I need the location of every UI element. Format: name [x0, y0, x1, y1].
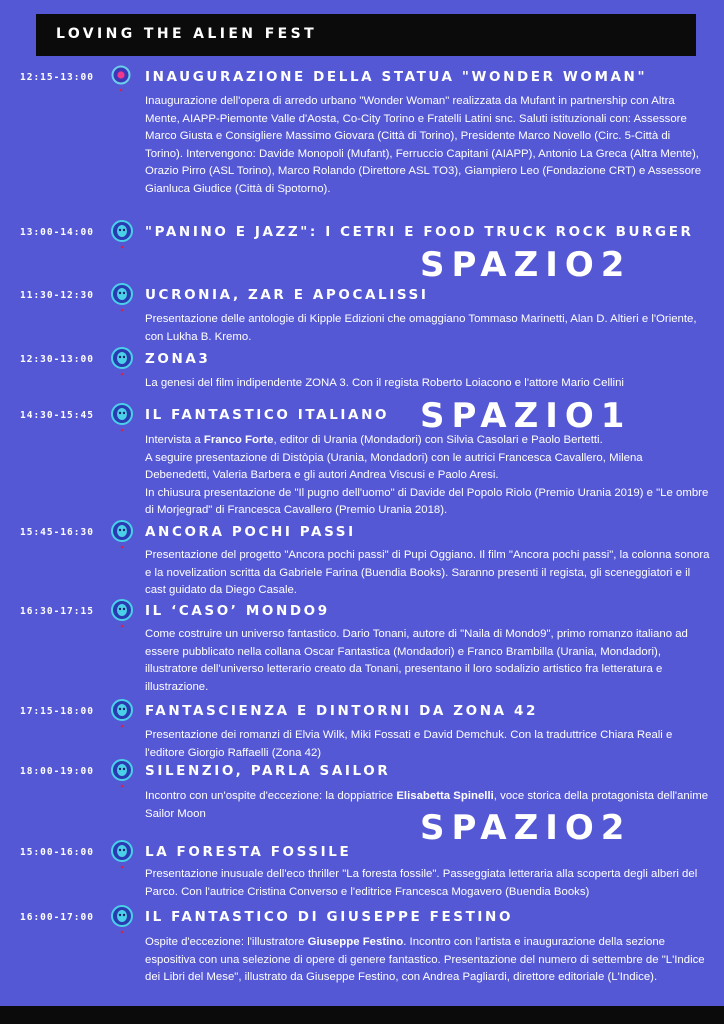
event-description: La genesi del film indipendente ZONA 3. Con il regista Roberto Loiacono e l'attore Mario Cellini — [145, 377, 624, 389]
event-title: IL ‘CASO’ MONDO9 — [145, 603, 330, 619]
event-time: 13:00-14:00 — [20, 227, 94, 238]
event-title: SILENZIO, PARLA SAILOR — [145, 763, 391, 779]
desc-text: A seguire presentazione di Distòpia (Urania, Mondadori) con le autrici Francesca Cavallero, Milena Debenedetti, Valeria Barbera e gli autori Andrea Viscusi e Paolo Aresi. — [145, 451, 643, 482]
alien-icon — [110, 698, 136, 730]
venue-label: SPAZIO2 — [420, 808, 632, 848]
event-time: 16:00-17:00 — [20, 912, 94, 923]
desc-text: , editor di Urania (Mondadori) con Silvia Casolari e Paolo Bertetti. — [273, 434, 603, 446]
event-time: 17:15-18:00 — [20, 706, 94, 717]
alien-icon — [110, 282, 136, 314]
alien-icon — [110, 839, 136, 871]
event-title: LA FORESTA FOSSILE — [145, 844, 352, 860]
event-time: 11:30-12:30 — [20, 290, 94, 301]
alien-icon — [110, 346, 136, 378]
event-time: 14:30-15:45 — [20, 410, 94, 421]
event-title: ANCORA POCHI PASSI — [145, 524, 356, 540]
alien-icon — [110, 904, 136, 936]
desc-text: , voce storica della protagonista dell'anime Sailor Moon — [145, 790, 709, 820]
alien-icon — [110, 598, 136, 630]
event-time: 18:00-19:00 — [20, 766, 94, 777]
event-description: Inaugurazione dell'opera di arredo urbano "Wonder Woman" realizzata da Mufant in partnership con Altra Mente, AIAPP-Piemonte Valle d'Aosta, Co-City Torino e Fratelli Latini snc. Saluti istituzionali con: Assessore Marco Giusta e Consigliere Massimo Giovara (Città di Torino), Presidente Marco Novello (Circ. 5-Città di Torino). Intervengono: Davide Monopoli (Mufant), Ferruccio Capitani (AIAPP), Antonio La Greca (Altra Mente), Orazio Pirro (ASL Torino), Marco Rolando (Direttore ASL TO3), Giampiero Leo (Fondazione CRT) e Assessore Gianluca Giudice (Città di Spotorno). — [145, 95, 702, 195]
event-title: UCRONIA, ZAR E APOCALISSI — [145, 287, 429, 303]
event-title: IL FANTASTICO DI GIUSEPPE FESTINO — [145, 909, 514, 925]
event-title: FANTASCIENZA E DINTORNI DA ZONA 42 — [145, 703, 538, 719]
event-title: INAUGURAZIONE DELLA STATUA "WONDER WOMAN" — [145, 69, 648, 85]
event-title: ZONA3 — [145, 351, 211, 367]
alien-icon — [110, 519, 136, 551]
event-time: 12:30-13:00 — [20, 354, 94, 365]
event-description: Presentazione inusuale dell'eco thriller "La foresta fossile". Passeggiata letteraria alla scoperta degli alberi del Parco. Con l'autrice Cristina Converso e l'editrice Francesca Mogavero (Buendia Books) — [145, 868, 698, 898]
venue-label: SPAZIO2 — [420, 245, 632, 285]
desc-text: Ospite d'eccezione: l'illustratore — [145, 936, 308, 948]
desc-text: In chiusura presentazione de "Il pugno dell'uomo" di Davide del Popolo Riolo (Premio Urania 2019) e "Le ombre di Morjegrad" di Francesca Cavallero (Premio Urania 2018). — [145, 486, 709, 517]
alien-icon — [110, 758, 136, 790]
event-description: Presentazione delle antologie di Kipple Edizioni che omaggiano Tommaso Marinetti, Alan D. Altieri e l'Oriente, con Lukha B. Kremo. — [145, 313, 697, 343]
event-title: IL FANTASTICO ITALIANO — [145, 407, 390, 423]
desc-text: . Incontro con l'artista e inaugurazione della sezione espositiva con una selezione di opere di genere fantastico. Presentazione del numero di settembre de "L'Indice dei Libri del Mese", illustrato da Giuseppe Festino, con Andrea Pagliardi, direttore editoriale (L'Indice). — [145, 936, 705, 984]
event-title: "PANINO E JAZZ": I CETRI E FOOD TRUCK ROCK BURGER — [145, 224, 694, 240]
event-time: 12:15-13:00 — [20, 72, 94, 83]
event-description — [145, 432, 710, 520]
event-description: Presentazione del progetto "Ancora pochi passi" di Pupi Oggiano. Il film "Ancora pochi passi", la colonna sonora e la novelization scritta da Gabriele Farina (Buendia Books). Saranno presenti il regista, gli sceneggiatori e il cast guidato da Diego Casale. — [145, 549, 710, 597]
pin-icon — [110, 64, 136, 96]
event-time: 15:45-16:30 — [20, 527, 94, 538]
event-description: Presentazione dei romanzi di Elvia Wilk, Miki Fossati e David Demchuk. Con la traduttrice Chiara Reali e l'editore Giorgio Raffaelli (Zona 42) — [145, 729, 673, 759]
alien-icon — [110, 219, 136, 251]
page-title: LOVING THE ALIEN FEST — [56, 26, 318, 42]
desc-bold-name: Franco Forte — [203, 434, 274, 446]
alien-icon — [110, 402, 136, 434]
desc-bold-name: Elisabetta Spinelli — [396, 790, 494, 802]
desc-text: Incontro con un'ospite d'eccezione: la doppiatrice — [145, 790, 397, 802]
desc-bold-name: Giuseppe Festino — [307, 936, 404, 948]
header-bar — [36, 14, 696, 56]
desc-text: Intervista a — [145, 434, 204, 446]
event-description — [145, 934, 710, 987]
event-description: Come costruire un universo fantastico. Dario Tonani, autore di "Naila di Mondo9", primo romanzo italiano ad essere pubblicato nella collana Oscar Fantastica (Mondadori) e Franco Brambilla (Urania, Mondadori), illustratore dell'universo letterario creato da Tonani, presentano il loro sodalizio artistico fra letteratura e illustrazione. — [145, 628, 688, 693]
venue-label: SPAZIO1 — [420, 396, 632, 436]
footer-bar — [0, 1006, 724, 1024]
event-time: 15:00-16:00 — [20, 847, 94, 858]
event-time: 16:30-17:15 — [20, 606, 94, 617]
